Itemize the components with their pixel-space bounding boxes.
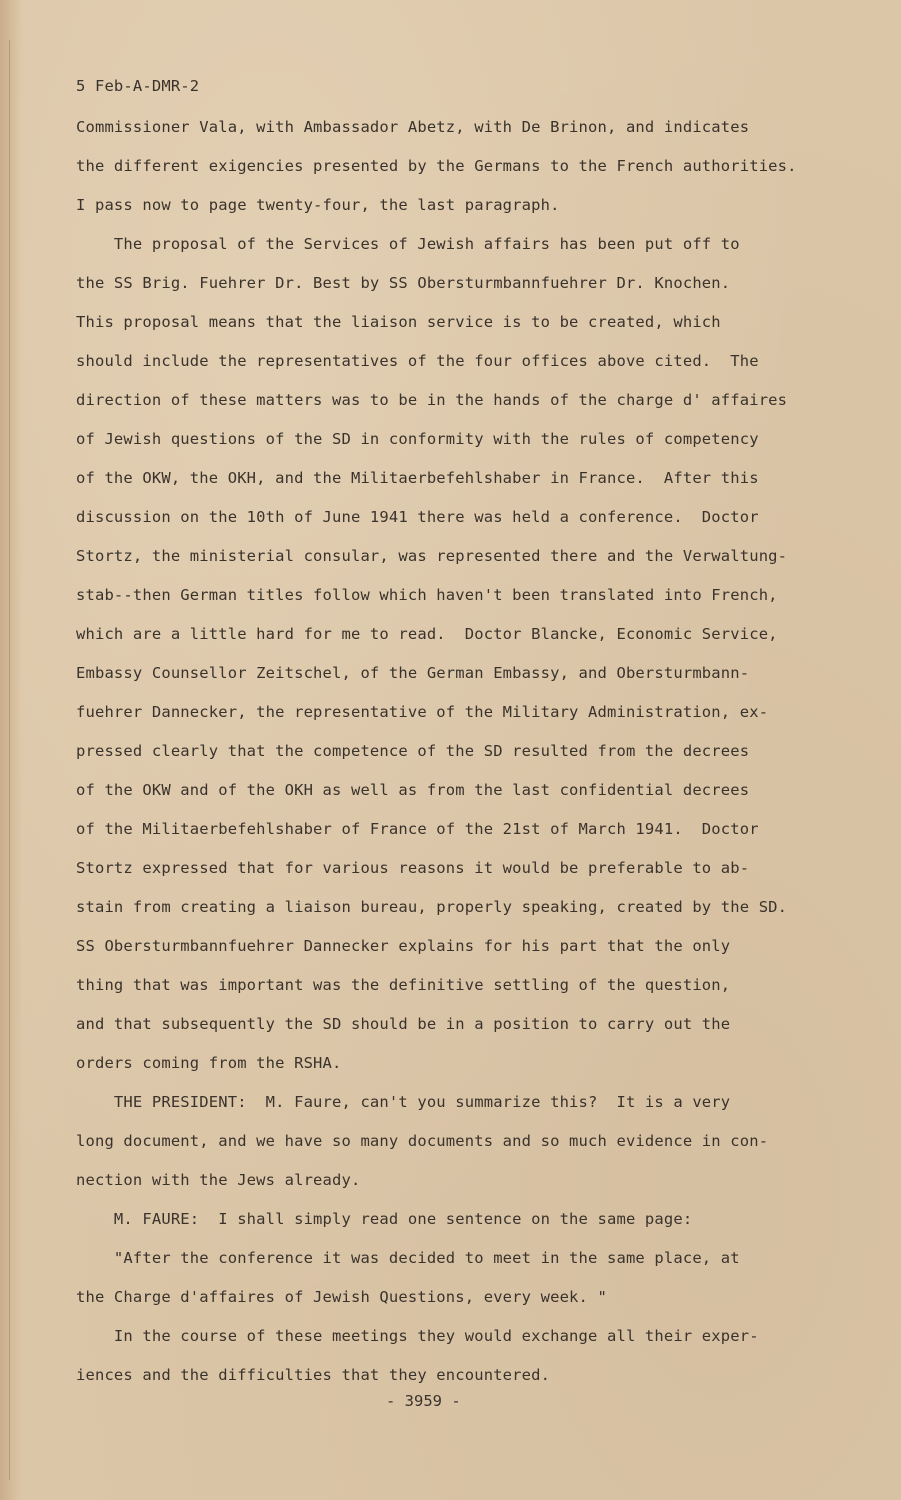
body-line: This proposal means that the liaison service is to be created, which: [76, 313, 721, 331]
body-line: Commissioner Vala, with Ambassador Abetz, with De Brinon, and indicates: [76, 118, 750, 136]
body-line: nection with the Jews already.: [76, 1171, 361, 1189]
body-line: stain from creating a liaison bureau, properly speaking, created by the SD.: [76, 898, 788, 916]
body-line: and that subsequently the SD should be in a position to carry out the: [76, 1015, 731, 1033]
body-line: thing that was important was the definitive settling of the question,: [76, 976, 731, 994]
body-line: THE PRESIDENT: M. Faure, can't you summarize this? It is a very: [76, 1093, 731, 1111]
body-line: the Charge d'affaires of Jewish Questions, every week. ": [76, 1288, 607, 1306]
body-line: of Jewish questions of the SD in conformity with the rules of competency: [76, 430, 759, 448]
body-line: In the course of these meetings they would exchange all their exper-: [76, 1327, 759, 1345]
page-number: - 3959 -: [386, 1392, 461, 1410]
body-line: iences and the difficulties that they encountered.: [76, 1366, 551, 1384]
body-line: fuehrer Dannecker, the representative of the Military Administration, ex-: [76, 703, 769, 721]
paper-left-edge: [0, 0, 22, 1500]
paper-fold-line: [9, 40, 10, 1480]
body-line: of the OKW, the OKH, and the Militaerbefehlshaber in France. After this: [76, 469, 759, 487]
body-line: which are a little hard for me to read. Doctor Blancke, Economic Service,: [76, 625, 778, 643]
body-line: "After the conference it was decided to meet in the same place, at: [76, 1249, 740, 1267]
body-line: The proposal of the Services of Jewish affairs has been put off to: [76, 235, 740, 253]
body-line: I pass now to page twenty-four, the last paragraph.: [76, 196, 560, 214]
body-line: of the Militaerbefehlshaber of France of the 21st of March 1941. Doctor: [76, 820, 759, 838]
document-header: 5 Feb-A-DMR-2: [76, 77, 200, 95]
body-line: M. FAURE: I shall simply read one sentence on the same page:: [76, 1210, 693, 1228]
body-line: the SS Brig. Fuehrer Dr. Best by SS Obersturmbannfuehrer Dr. Knochen.: [76, 274, 731, 292]
body-line: should include the representatives of the four offices above cited. The: [76, 352, 759, 370]
body-line: Stortz, the ministerial consular, was represented there and the Verwaltung-: [76, 547, 788, 565]
body-line: SS Obersturmbannfuehrer Dannecker explains for his part that the only: [76, 937, 731, 955]
body-line: pressed clearly that the competence of the SD resulted from the decrees: [76, 742, 750, 760]
body-line: stab--then German titles follow which haven't been translated into French,: [76, 586, 778, 604]
body-line: orders coming from the RSHA.: [76, 1054, 342, 1072]
body-line: Embassy Counsellor Zeitschel, of the German Embassy, and Obersturmbann-: [76, 664, 750, 682]
body-line: Stortz expressed that for various reasons it would be preferable to ab-: [76, 859, 750, 877]
body-line: the different exigencies presented by the Germans to the French authorities.: [76, 157, 797, 175]
body-line: of the OKW and of the OKH as well as from the last confidential decrees: [76, 781, 750, 799]
body-line: discussion on the 10th of June 1941 there was held a conference. Doctor: [76, 508, 759, 526]
body-line: long document, and we have so many documents and so much evidence in con-: [76, 1132, 769, 1150]
body-line: direction of these matters was to be in the hands of the charge d' affaires: [76, 391, 788, 409]
